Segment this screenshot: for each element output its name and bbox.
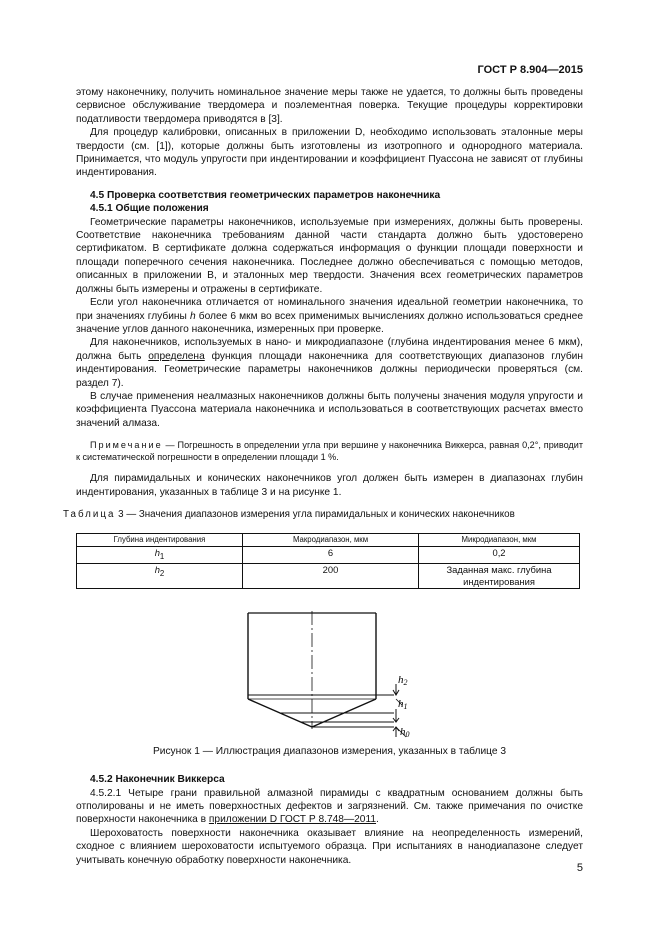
table-row — [77, 563, 580, 588]
column-header: Микродиапазон, мкм — [419, 533, 580, 546]
ranges-table — [76, 533, 580, 589]
paragraph: Для процедур калибровки, описанных в приложении D, необходимо использовать эталонные меры твердости (см. [1]), которые должны быть изготовлены из изотропного и однородного материала. Принимается, что модуль упругости при индентировании и коэффициент Пуассона не зависят от глубины индентирования. — [76, 127, 583, 179]
indenter-diagram — [76, 611, 583, 739]
paragraph: Для пирамидальных и конических наконечников угол должен быть измерен в диапазонах глубин индентирования, указанных в таблице 3 и на рисунке 1. — [76, 473, 583, 498]
paragraph: В случае применения неалмазных наконечников должны быть получены значения модуля упругости и коэффициента Пуассона материала наконечника и использоваться в соответствующих расчетах вместо значений алмаза. — [76, 390, 583, 429]
standard-header: ГОСТ Р 8.904—2015 — [477, 64, 583, 76]
table-row — [77, 546, 580, 563]
table-cell: Заданная макс. глубина индентирования — [419, 563, 580, 588]
column-header: Макродиапазон, мкм — [242, 533, 418, 546]
table-header-row — [77, 533, 580, 546]
underlined-term: определена — [148, 350, 205, 362]
table-cell: 6 — [242, 546, 418, 563]
subsection-heading: 4.5.1 Общие положения — [90, 203, 209, 215]
page-content — [63, 86, 583, 867]
reference-link[interactable]: приложении D ГОСТ Р 8.748—2011 — [208, 814, 377, 826]
page-number: 5 — [576, 862, 583, 874]
table-cell: $h_1$ — [77, 546, 243, 563]
subsection-heading: 4.5.2 Наконечник Виккерса — [90, 774, 225, 786]
figure-indenter — [76, 611, 583, 739]
paragraph: Геометрические параметры наконечников, используемые при измерениях, должны быть проверены. Соответствие наконечника требованиям данной части стандарта должно быть удостоверено сертификатом. В сертификате должна содержаться информация о функции площади поверхности и площади поперечного сечения наконечника. Последнее должно обеспечиваться с помощью методов, описанных в приложении В, и эталонных мер твердости. Значения всех геометрических параметров должны быть измерены и отражены в сертификате. — [76, 216, 583, 295]
label-h2: h2 — [398, 673, 408, 687]
table-cell: 200 — [242, 563, 418, 588]
paragraph: Шероховатость поверхности наконечника оказывает влияние на неопределенность измерений, сходное с влиянием шероховатости испытуемого образца. При испытаниях в нанодиапазоне следует учитывать конечную обработку поверхности наконечника. — [76, 827, 583, 866]
label-h0: h0 — [400, 725, 410, 739]
section-heading: 4.5 Проверка соответствия геометрических параметров наконечника — [90, 189, 441, 201]
table-cell: $h_2$ — [77, 563, 243, 588]
note: Примечание — Погрешность в определении угла при вершине у наконечника Виккерса, равная 0,2°, приводит к систематической погрешности в определении площади 1 %. — [76, 440, 583, 463]
table-cell: 0,2 — [419, 546, 580, 563]
label-h1: h1 — [398, 697, 408, 711]
column-header: Глубина индентирования — [77, 533, 243, 546]
paragraph: 4.5.2.1 Четыре грани правильной алмазной пирамиды с квадратным основанием должны быть отполированы и не иметь поверхностных дефектов и загрязнений. См. также примечания по очистке поверхности наконечника в приложении D ГОСТ Р 8.748—2011. — [76, 787, 583, 826]
figure-caption: Рисунок 1 — Иллюстрация диапазонов измерения, указанных в таблице 3 — [152, 745, 507, 757]
paragraph: этому наконечнику, получить номинальное значение меры также не удается, то должны быть проведены сервисное обслуживание твердомера и поэлементная поверка. Текущие процедуры корректировки податливости твердомера приводятся в [3]. — [76, 87, 583, 125]
paragraph: Если угол наконечника отличается от номинального значения идеальной геометрии наконечника, то при значениях глубины h более 6 мкм во всех применимых вычислениях должно использоваться среднее значение углов данного наконечника, измеренных при проверке. — [76, 297, 583, 335]
paragraph: Для наконечников, используемых в нано- и микродиапазоне (глубина индентирования менее 6 мкм), должна быть определена функция площади наконечника для соответствующих диапазонов глубин индентирования. Геометрические параметры наконечников должны периодически проверяться (см. раздел 7). — [76, 337, 583, 389]
table-title: Таблица 3 — Значения диапазонов измерения угла пирамидальных и конических наконечников — [63, 508, 515, 520]
